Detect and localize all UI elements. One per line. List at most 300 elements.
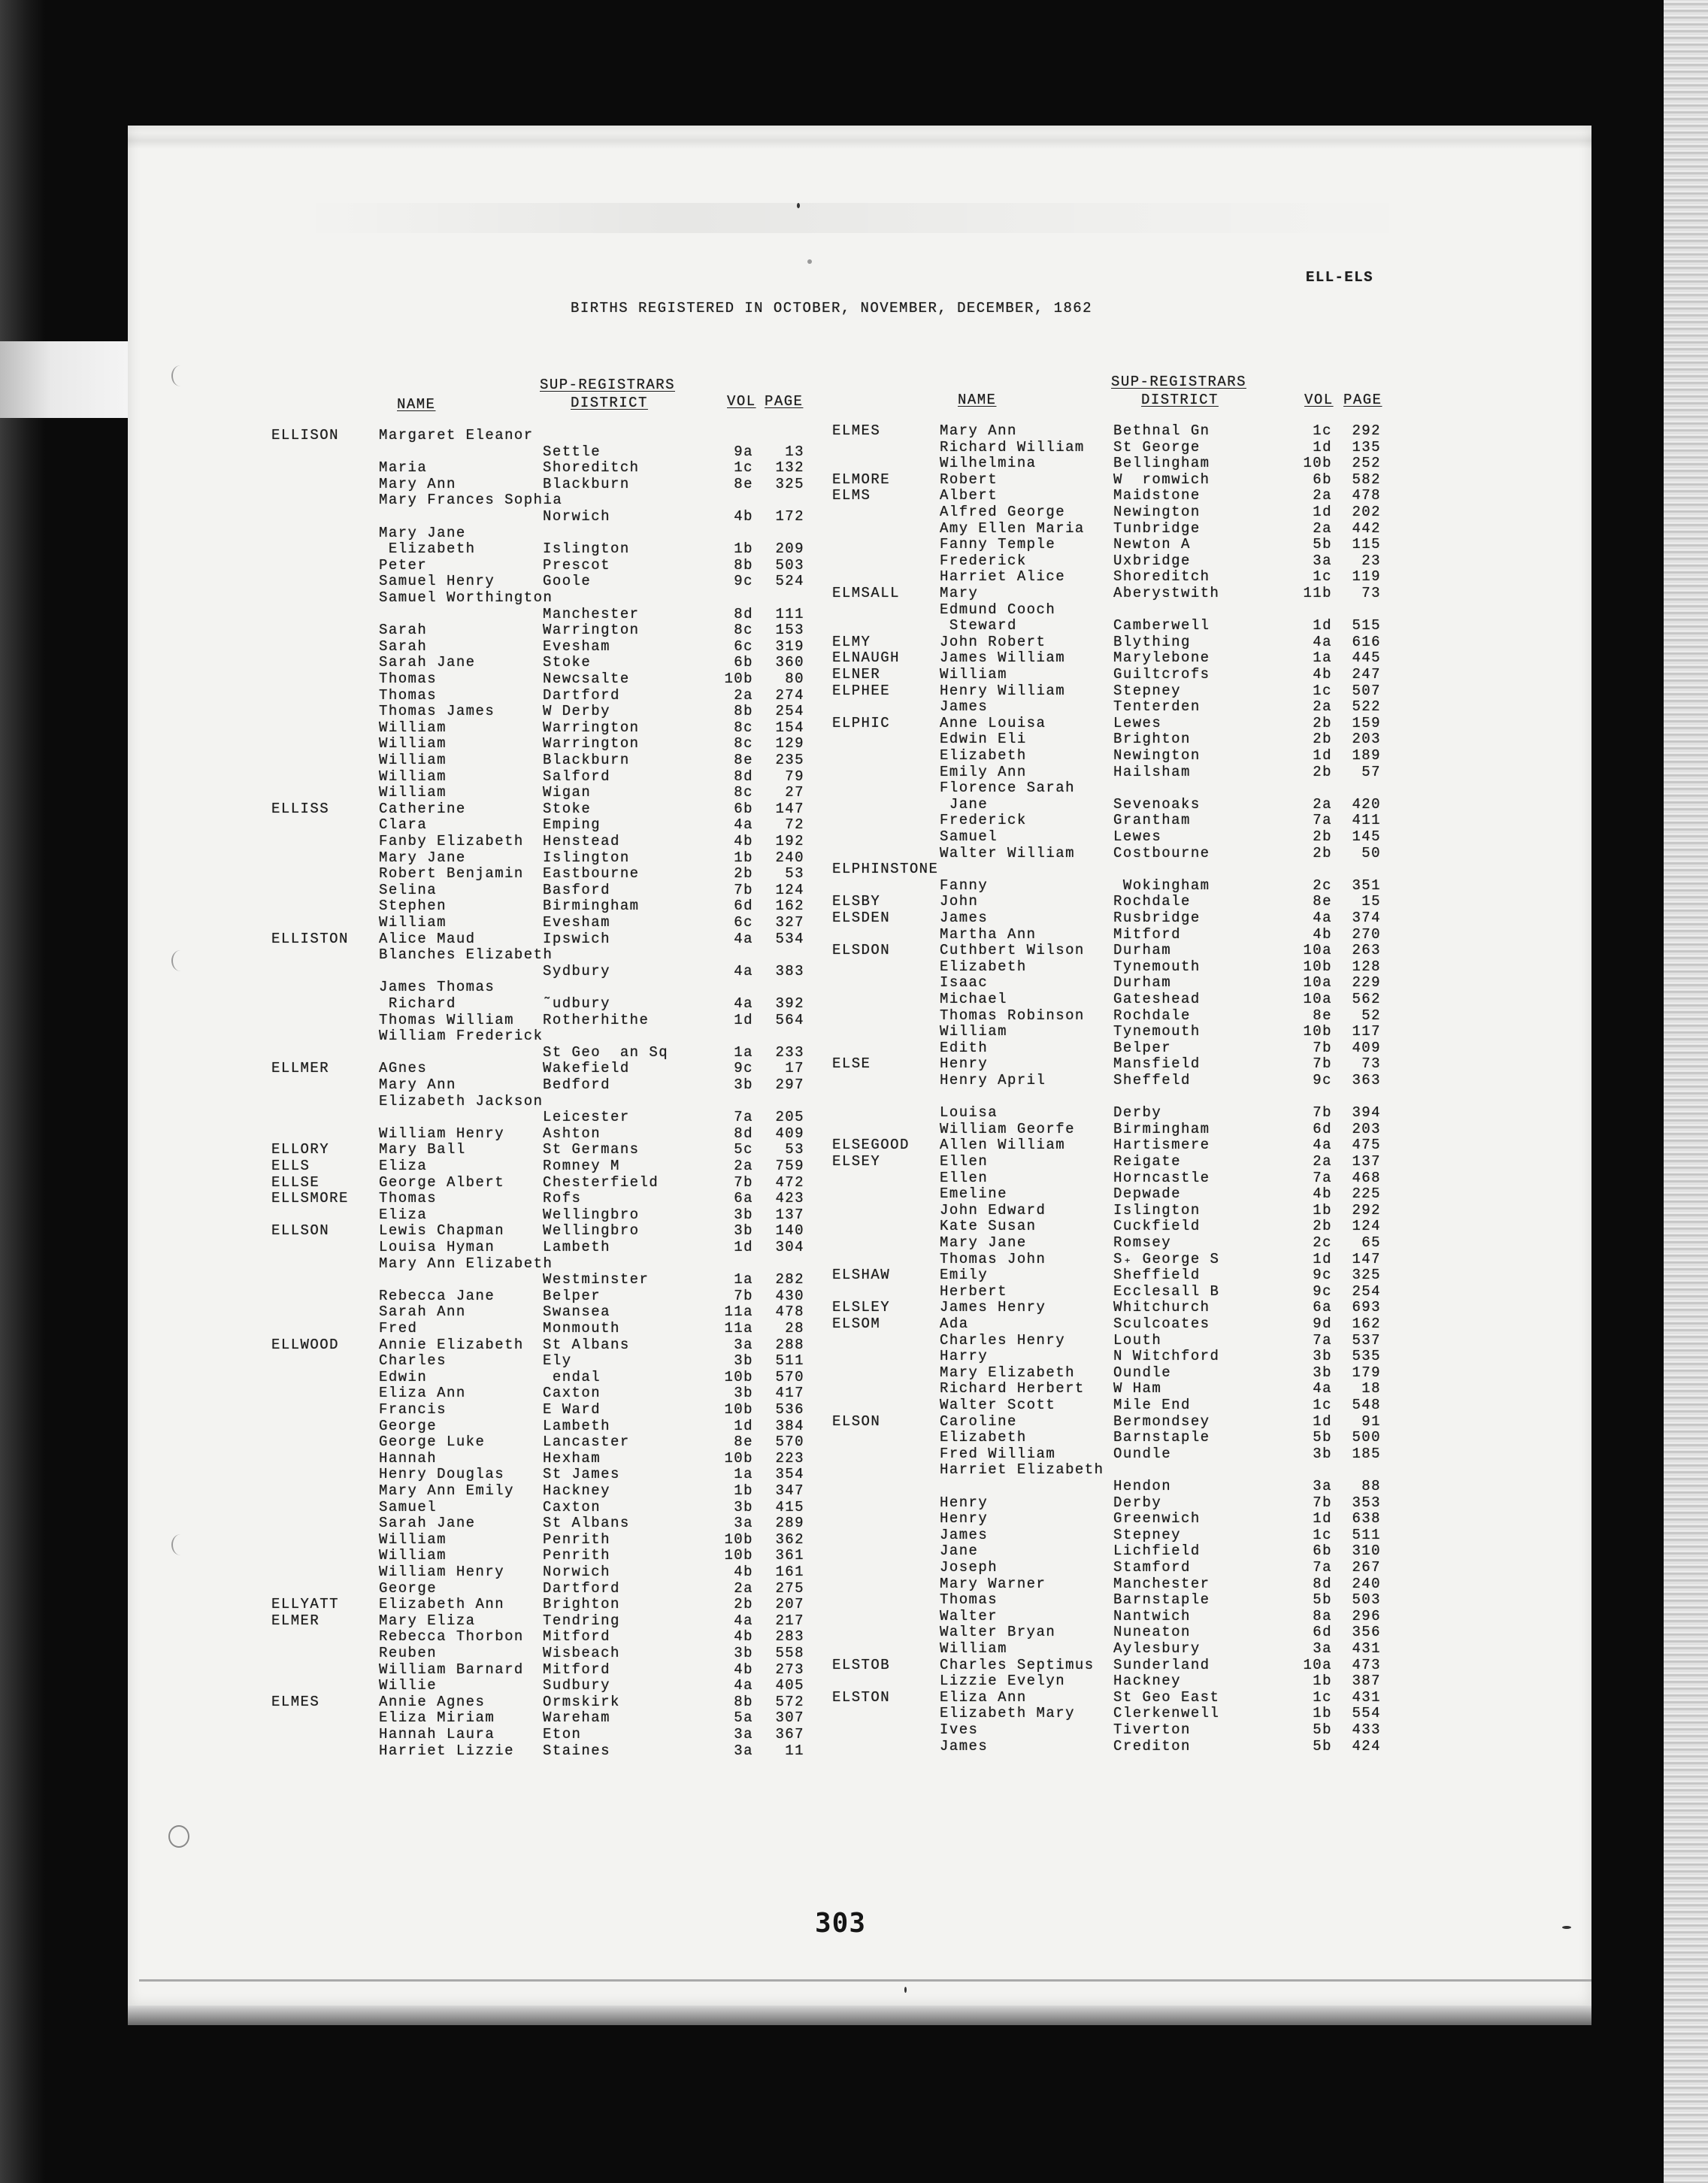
forename-cell: Emily — [940, 1267, 989, 1284]
surname-cell: ELPHINSTONE — [832, 861, 939, 878]
district-cell: Greenwich — [1113, 1510, 1201, 1527]
forename-cell: Mary Frances Sophia — [379, 492, 563, 509]
district-cell: Romsey — [1113, 1234, 1172, 1251]
page-cell: 347 — [775, 1482, 804, 1499]
left-vol-header: VOL — [727, 393, 756, 410]
page-cell: 292 — [1352, 1201, 1381, 1219]
district-cell: St Albans — [543, 1336, 630, 1353]
district-cell: Blackburn — [543, 752, 630, 768]
vol-cell: 10b — [724, 1368, 753, 1385]
right-entry-row — [0, 1397, 1708, 1414]
vol-cell: 1d — [1313, 504, 1332, 520]
page-cell: 430 — [775, 1287, 804, 1304]
vol-cell: 5b — [1313, 1721, 1332, 1738]
surname-cell: ELSDON — [832, 942, 891, 959]
vol-cell: 6b — [1313, 471, 1332, 488]
vol-cell: 1a — [734, 1271, 753, 1288]
page-cell: 507 — [1352, 682, 1381, 699]
surname-cell: ELLYATT — [271, 1596, 339, 1613]
page-cell: 327 — [775, 914, 804, 931]
right-entry-row — [0, 1300, 1708, 1316]
vol-cell: 7b — [1313, 1104, 1332, 1122]
page-cell: 536 — [775, 1401, 804, 1418]
forename-cell: Ellen — [940, 1169, 989, 1186]
page-cell: 351 — [1352, 877, 1381, 894]
right-entry-row — [0, 1267, 1708, 1284]
forename-cell: Elizabeth — [940, 1429, 1027, 1446]
forename-cell: Harriet Elizabeth — [940, 1461, 1104, 1479]
right-district-header: DISTRICT — [1141, 392, 1219, 408]
district-cell: Shoreditch — [543, 459, 640, 477]
forename-cell: Sarah — [379, 637, 428, 655]
vol-cell: 2b — [734, 865, 753, 883]
district-cell: Caxton — [543, 1385, 601, 1402]
forename-cell: Alice Maud — [379, 930, 476, 947]
forename-cell: Peter — [379, 556, 428, 574]
district-cell: Camberwell — [1113, 617, 1210, 634]
forename-cell: Joseph — [940, 1559, 998, 1576]
surname-cell: ELMER — [271, 1612, 320, 1629]
district-cell: Warrington — [543, 719, 640, 736]
vol-cell: 3a — [734, 1515, 753, 1532]
surname-cell: ELSLEY — [832, 1299, 891, 1316]
district-cell: Durham — [1113, 974, 1172, 992]
vol-cell: 2c — [1313, 877, 1332, 894]
forename-cell: Mary Ann Elizabeth — [379, 1255, 553, 1272]
page-cell: 570 — [775, 1434, 804, 1451]
vol-cell: 7b — [734, 881, 753, 898]
surname-cell: ELMORE — [832, 471, 891, 488]
district-cell: Birmingham — [543, 898, 640, 915]
district-cell: Penrith — [543, 1531, 610, 1548]
page-cell: 468 — [1352, 1169, 1381, 1186]
forename-cell: Amy Ellen Maria — [940, 519, 1085, 537]
page-cell: 115 — [1352, 536, 1381, 553]
page-cell: 442 — [1352, 519, 1381, 537]
right-vol-header: VOL — [1304, 392, 1334, 408]
forename-cell: Jane — [940, 795, 989, 813]
page-cell: 275 — [775, 1579, 804, 1597]
page-cell: 235 — [775, 752, 804, 768]
page-cell: 562 — [1352, 991, 1381, 1007]
vol-cell: 1a — [1313, 649, 1332, 667]
district-cell: Mitford — [1113, 925, 1181, 943]
district-cell: Warrington — [543, 735, 640, 752]
right-name-header: NAME — [958, 392, 997, 408]
district-cell: Eton — [543, 1726, 582, 1742]
district-cell: Grantham — [1113, 812, 1191, 829]
page-cell: 273 — [775, 1661, 804, 1678]
vol-cell: 10b — [724, 1401, 753, 1418]
district-cell: Eastbourne — [543, 865, 640, 883]
vol-cell: 4a — [734, 930, 753, 947]
vol-cell: 1b — [734, 1482, 753, 1499]
district-cell: Sydbury — [543, 962, 610, 979]
district-cell: Brighton — [543, 1596, 620, 1613]
forename-cell: Emily Ann — [940, 763, 1027, 780]
vol-cell: 6a — [1313, 1299, 1332, 1316]
surname-cell: ELPHIC — [832, 714, 891, 731]
page-cell: 288 — [775, 1336, 804, 1353]
vol-cell: 10b — [724, 1449, 753, 1467]
right-entry-row — [0, 1690, 1708, 1706]
district-cell: Guiltcrofs — [1113, 666, 1210, 683]
vol-cell: 8a — [1313, 1607, 1332, 1624]
district-cell: Newington — [1113, 747, 1201, 764]
forename-cell: Martha Ann — [940, 925, 1037, 943]
page-cell: 132 — [775, 459, 804, 477]
forename-cell: William — [379, 752, 447, 768]
district-cell: Bellingham — [1113, 455, 1210, 472]
right-entry-row — [0, 569, 1708, 586]
forename-cell: Richard William — [940, 438, 1085, 456]
district-cell: Newington — [1113, 504, 1201, 520]
vol-cell: 6d — [734, 898, 753, 915]
page-cell: 325 — [1352, 1267, 1381, 1284]
page-title: BIRTHS REGISTERED IN OCTOBER, NOVEMBER, DECEMBER, 1862 — [571, 300, 1092, 316]
vol-cell: 1d — [1313, 617, 1332, 634]
right-entry-row — [0, 1154, 1708, 1170]
forename-cell: Thomas — [379, 671, 438, 687]
forename-cell: Walter William — [940, 844, 1075, 861]
page-cell: 564 — [775, 1011, 804, 1028]
forename-cell: Louisa Hyman — [379, 1239, 495, 1255]
vol-cell: 7b — [734, 1173, 753, 1191]
vol-cell: 7b — [1313, 1055, 1332, 1073]
vol-cell: 1b — [734, 540, 753, 558]
vol-cell: 8c — [734, 622, 753, 639]
right-entry-row — [0, 488, 1708, 504]
forename-cell: William — [379, 768, 447, 785]
forename-cell: William — [379, 1531, 447, 1548]
district-cell: Bedford — [543, 1076, 610, 1093]
vol-cell: 3a — [734, 1336, 753, 1353]
vol-cell: 1d — [734, 1417, 753, 1434]
vol-cell: 1d — [1313, 438, 1332, 456]
vol-cell: 8e — [734, 752, 753, 768]
page-cell: 534 — [775, 930, 804, 947]
forename-cell: Elizabeth — [940, 747, 1027, 764]
vol-cell: 6d — [1313, 1624, 1332, 1641]
right-entry-row — [0, 1479, 1708, 1495]
right-entry-row — [0, 1658, 1708, 1674]
right-entry-row — [0, 1706, 1708, 1722]
forename-cell: William Georfe — [940, 1120, 1075, 1137]
page-cell: 192 — [775, 833, 804, 849]
vol-cell: 2b — [1313, 844, 1332, 861]
index-range-code: ELL-ELS — [1306, 269, 1373, 286]
forename-cell: Cuthbert Wilson — [940, 942, 1085, 959]
forename-cell: Mary Ann — [940, 422, 1017, 439]
page-cell: 247 — [1352, 666, 1381, 683]
forename-cell: Harry — [940, 1348, 989, 1365]
right-entry-row — [0, 650, 1708, 667]
district-cell: Bermondsey — [1113, 1412, 1210, 1430]
district-cell: Tenterden — [1113, 698, 1201, 716]
district-cell: Horncastle — [1113, 1169, 1210, 1186]
surname-cell: ELLISON — [271, 427, 339, 444]
forename-cell: William — [940, 666, 1007, 683]
page-cell: 570 — [775, 1368, 804, 1385]
forename-cell: Mary Eliza — [379, 1612, 476, 1629]
vol-cell: 3a — [734, 1726, 753, 1742]
forename-cell: Hannah Laura — [379, 1726, 495, 1742]
right-entry-row — [0, 1414, 1708, 1431]
forename-cell: Mary Warner — [940, 1575, 1046, 1592]
right-entry-row — [0, 797, 1708, 813]
surname-cell: ELSEY — [832, 1153, 881, 1170]
district-cell: Manchester — [543, 605, 640, 622]
right-entry-row — [0, 894, 1708, 910]
forename-cell: Herbert — [940, 1282, 1007, 1300]
right-entry-row — [0, 910, 1708, 927]
district-cell: Islington — [543, 849, 630, 866]
right-entry-row — [0, 1462, 1708, 1479]
page-cell: 307 — [775, 1709, 804, 1727]
forename-cell: Ellen — [940, 1153, 989, 1170]
page-cell: 478 — [775, 1303, 804, 1321]
forename-cell: Sarah — [379, 622, 428, 639]
page-cell: 554 — [1352, 1705, 1381, 1722]
page-cell: 53 — [785, 865, 804, 883]
vol-cell: 1c — [1313, 422, 1332, 439]
right-entry-row — [0, 1446, 1708, 1463]
vol-cell: 1b — [1313, 1201, 1332, 1219]
ink-speck — [904, 1987, 907, 1993]
district-cell: Norwich — [543, 1564, 610, 1580]
vol-cell: 1d — [1313, 1510, 1332, 1527]
page-cell: 137 — [775, 1206, 804, 1223]
page-cell: 207 — [775, 1596, 804, 1613]
page-cell: 297 — [775, 1076, 804, 1093]
district-cell: Shoreditch — [1113, 568, 1210, 586]
right-entry-row — [0, 1609, 1708, 1625]
page-cell: 292 — [1352, 422, 1381, 439]
right-entry-row — [0, 1543, 1708, 1560]
district-cell: Hackney — [1113, 1673, 1181, 1690]
right-entry-row — [0, 1381, 1708, 1397]
surname-cell: ELLMER — [271, 1060, 330, 1077]
page-cell: 128 — [1352, 958, 1381, 975]
right-entry-row — [0, 537, 1708, 553]
page-cell: 354 — [775, 1466, 804, 1483]
right-entry-row — [0, 813, 1708, 829]
district-cell: Basford — [543, 881, 610, 898]
vol-cell: 2c — [1313, 1234, 1332, 1251]
page-cell: 503 — [1352, 1591, 1381, 1609]
district-cell: St Germans — [543, 1141, 640, 1158]
punch-hole-mark — [171, 365, 189, 386]
page-cell: 80 — [785, 671, 804, 687]
right-entry-row — [0, 1495, 1708, 1512]
right-entry-row — [0, 1365, 1708, 1382]
right-entry-row — [0, 927, 1708, 943]
district-cell: Derby — [1113, 1104, 1162, 1122]
district-cell: Leicester — [543, 1109, 630, 1126]
district-cell: Derby — [1113, 1494, 1162, 1511]
page-cell: 274 — [775, 686, 804, 704]
forename-cell: James — [940, 910, 989, 926]
district-cell: Marylebone — [1113, 649, 1210, 667]
district-cell: Blackburn — [543, 475, 630, 492]
district-cell: St Geo an Sq — [543, 1043, 669, 1061]
page-cell: 91 — [1361, 1412, 1381, 1430]
vol-cell: 10a — [1303, 942, 1332, 959]
right-entry-row — [0, 1739, 1708, 1755]
page-cell: 73 — [1361, 1055, 1381, 1073]
vol-cell: 1c — [1313, 1526, 1332, 1543]
vol-cell: 10b — [724, 1531, 753, 1548]
forename-cell: Thomas — [379, 1190, 438, 1207]
page-cell: 263 — [1352, 942, 1381, 959]
page-cell: 240 — [1352, 1575, 1381, 1592]
forename-cell: Willie — [379, 1677, 438, 1694]
page-cell: 225 — [1352, 1185, 1381, 1203]
page-cell: 147 — [775, 800, 804, 817]
vol-cell: 2a — [1313, 795, 1332, 813]
vol-cell: 8b — [734, 1693, 753, 1710]
forename-cell: Edmund Cooch — [940, 601, 1056, 618]
page-cell: 140 — [775, 1222, 804, 1240]
surname-cell: ELSON — [832, 1412, 881, 1430]
punch-ring-mark — [168, 1825, 189, 1848]
district-cell: Wokingham — [1113, 877, 1210, 894]
district-cell: Islington — [543, 540, 630, 558]
district-cell: Ipswich — [543, 930, 610, 947]
forename-cell: William Henry — [379, 1564, 505, 1580]
vol-cell: 1c — [1313, 1688, 1332, 1706]
forename-cell: Robert — [940, 471, 998, 488]
district-cell: Lewes — [1113, 828, 1162, 845]
district-cell: Salford — [543, 768, 610, 785]
vol-cell: 4b — [1313, 666, 1332, 683]
vol-cell: 7a — [1313, 1331, 1332, 1349]
district-cell: Monmouth — [543, 1320, 620, 1337]
page-cell: 53 — [785, 1141, 804, 1158]
page-cell: 179 — [1352, 1364, 1381, 1381]
district-cell: Stepney — [1113, 1526, 1181, 1543]
page-cell: 119 — [1352, 568, 1381, 586]
district-cell: Rochdale — [1113, 1007, 1191, 1024]
page-cell: 367 — [775, 1726, 804, 1742]
page-cell: 558 — [775, 1645, 804, 1661]
forename-cell: Stephen — [379, 898, 447, 915]
vol-cell: 10b — [724, 671, 753, 687]
district-cell: Ormskirk — [543, 1693, 620, 1710]
vol-cell: 4a — [1313, 1137, 1332, 1154]
right-entry-row — [0, 1560, 1708, 1576]
district-cell: Bethnal Gn — [1113, 422, 1210, 439]
page-cell: 548 — [1352, 1397, 1381, 1413]
surname-cell: ELLISS — [271, 800, 330, 817]
district-cell: Warrington — [543, 622, 640, 639]
surname-cell: ELMES — [271, 1693, 320, 1710]
vol-cell: 8c — [734, 735, 753, 752]
right-entry-row — [0, 553, 1708, 570]
right-entry-row — [0, 1024, 1708, 1040]
page-cell: 267 — [1352, 1559, 1381, 1576]
right-sup-registrars-header: SUP-REGISTRARS — [1111, 374, 1246, 390]
page-cell: 361 — [775, 1547, 804, 1564]
vol-cell: 6b — [1313, 1543, 1332, 1560]
page-cell: 310 — [1352, 1543, 1381, 1560]
vol-cell: 11b — [1303, 585, 1332, 601]
forename-cell: Mary Jane — [379, 524, 466, 541]
surname-cell: ELSTOB — [832, 1656, 891, 1673]
district-cell: Hendon — [1113, 1478, 1172, 1494]
district-cell: Rusbridge — [1113, 910, 1201, 926]
page-cell: 13 — [785, 443, 804, 460]
vol-cell: 7b — [1313, 1039, 1332, 1056]
district-cell: Uxbridge — [1113, 552, 1191, 569]
page-cell: 693 — [1352, 1299, 1381, 1316]
vol-cell: 9c — [1313, 1282, 1332, 1300]
vol-cell: 3a — [734, 1742, 753, 1759]
forename-cell: William Barnard — [379, 1661, 524, 1678]
page-cell: 392 — [775, 995, 804, 1012]
page-cell: 511 — [1352, 1526, 1381, 1543]
page-cell: 411 — [1352, 812, 1381, 829]
forename-cell: Mary Ann Emily — [379, 1482, 514, 1499]
forename-cell: Maria — [379, 459, 428, 477]
page-cell: 18 — [1361, 1380, 1381, 1397]
district-cell: Rofs — [543, 1190, 582, 1207]
vol-cell: 9d — [1313, 1316, 1332, 1332]
vol-cell: 1c — [1313, 682, 1332, 699]
forename-cell: Charles Henry — [940, 1331, 1066, 1349]
vol-cell: 6b — [734, 654, 753, 671]
district-cell: Barnstaple — [1113, 1429, 1210, 1446]
right-entry-row — [0, 423, 1708, 440]
vol-cell: 2b — [1313, 714, 1332, 731]
vol-cell: 10b — [1303, 958, 1332, 975]
district-cell: Costbourne — [1113, 844, 1210, 861]
district-cell: Sculcoates — [1113, 1316, 1210, 1332]
vol-cell: 1d — [734, 1011, 753, 1028]
page-cell: 79 — [785, 768, 804, 785]
right-entry-row — [0, 846, 1708, 862]
district-cell: Whitchurch — [1113, 1299, 1210, 1316]
district-cell: Stepney — [1113, 682, 1181, 699]
forename-cell: Sarah Ann — [379, 1303, 466, 1321]
page-cell: 424 — [1352, 1737, 1381, 1755]
vol-cell: 2a — [1313, 487, 1332, 504]
forename-cell: Eliza — [379, 1158, 428, 1174]
district-cell: W romwich — [1113, 471, 1210, 488]
vol-cell: 9c — [1313, 1072, 1332, 1088]
forename-cell: Ada — [940, 1316, 969, 1332]
vol-cell: 9c — [734, 1060, 753, 1077]
surname-cell: ELNAUGH — [832, 649, 900, 667]
vol-cell: 5b — [1313, 1591, 1332, 1609]
district-cell: Chesterfield — [543, 1173, 659, 1191]
district-cell: S₊ George S — [1113, 1250, 1220, 1267]
page-cell: 15 — [1361, 893, 1381, 910]
forename-cell: Elizabeth Jackson — [379, 1092, 544, 1110]
district-cell: Dartford — [543, 686, 620, 704]
forename-cell: Eliza — [379, 1206, 428, 1223]
page-cell: 162 — [1352, 1316, 1381, 1332]
page-cell: 445 — [1352, 649, 1381, 667]
forename-cell: John Edward — [940, 1201, 1046, 1219]
forename-cell: Fanny — [940, 877, 989, 894]
vol-cell: 10a — [1303, 991, 1332, 1007]
page-cell: 353 — [1352, 1494, 1381, 1511]
surname-cell: ELLSE — [271, 1173, 320, 1191]
vol-cell: 8c — [734, 719, 753, 736]
vol-cell: 10a — [1303, 974, 1332, 992]
vol-cell: 10a — [1303, 1656, 1332, 1673]
